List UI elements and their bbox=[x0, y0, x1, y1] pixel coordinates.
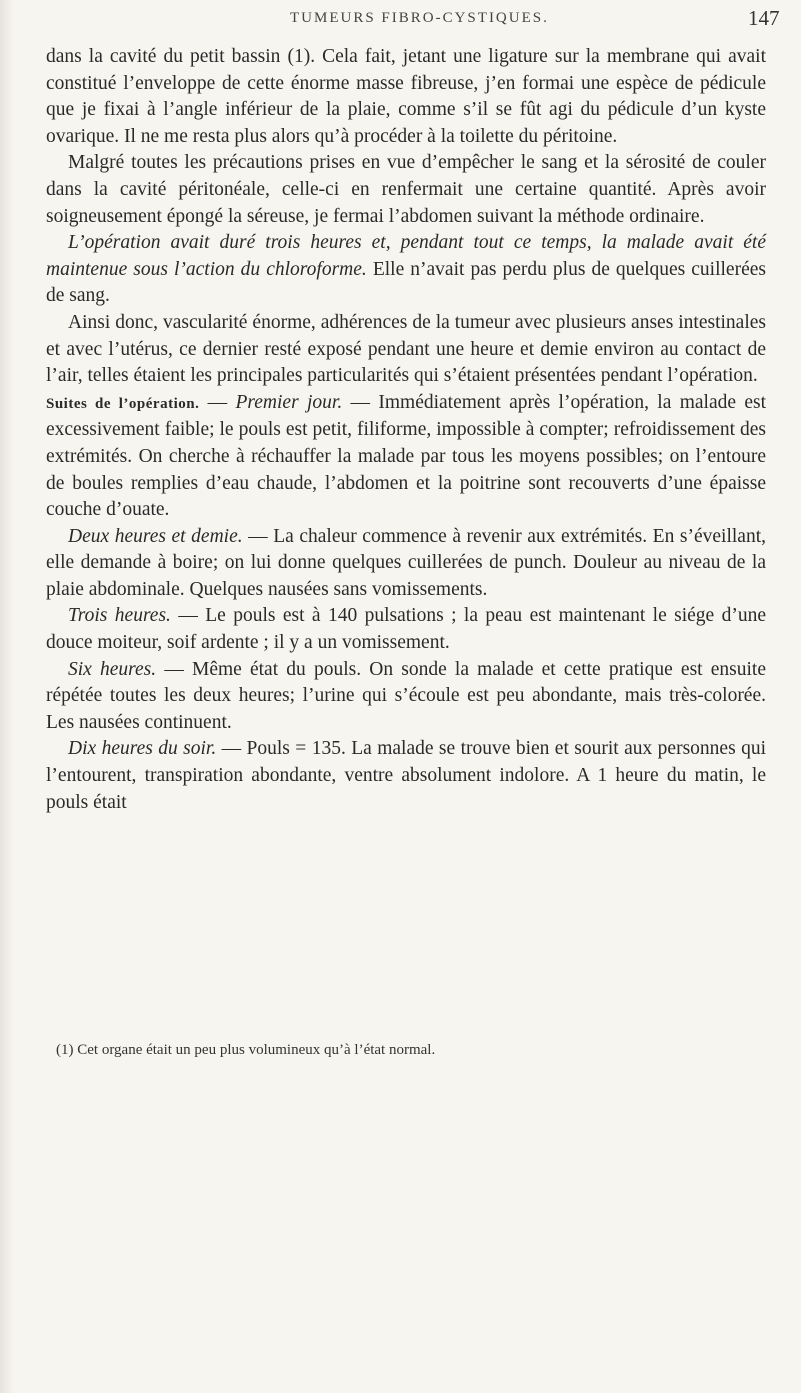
italic-phrase: Six heures. bbox=[68, 658, 157, 680]
italic-phrase: Deux heures et demie. bbox=[68, 525, 243, 547]
paragraph-text: — La chaleur commence à revenir aux extrémités. En s’éveillant, elle demande à boire; on lui donne quelques cuillerées de punch. Douleur au niveau de la plaie abdominale. Quelques nausées sans vomissements. bbox=[46, 525, 766, 600]
body-text bbox=[46, 44, 766, 816]
page-header bbox=[0, 6, 801, 38]
italic-phrase: L’opération avait duré trois heures et, pendant tout ce temps, la malade avait été maintenue sous l’action du chloroforme. bbox=[46, 232, 766, 280]
paragraph-text: Malgré toutes les précautions prises en vue d’empêcher le sang et la sérosité de couler dans la cavité péritonéale, celle-ci en renfermait une certaine quantité. Après avoir soigneusement épongé la séreuse, je fermai l’abdomen suivant la méthode ordinaire. bbox=[46, 152, 766, 227]
paragraph-precautions bbox=[46, 150, 766, 230]
paragraph-text: — Le pouls est à 140 pulsations ; la peau est maintenant le siége d’une douce moiteur, soif ardente ; il y a un vomissement. bbox=[46, 605, 766, 654]
paragraph-text: — Immédiatement après l’opération, la malade est excessivement faible; le pouls est petit, filiforme, impossible à compter; refroidissement des extrémités. On cherche à réchauffer la malade par tous les moyens possibles; on l’entoure de boules remplies d’eau chaude, l’abdomen et la poitrine sont recouverts d’une épaisse couche d’ouate. bbox=[46, 391, 766, 521]
paragraph-text: dans la cavité du petit bassin (1). Cela fait, jetant une ligature sur la membrane qui avait constitué l’enveloppe de cette énorme masse fibreuse, j’en formai une espèce de pédicule que je fixai à l’angle inférieur de la plaie, comme s’il se fût agi du pédicule d’un kyste ovarique. Il ne me resta plus alors qu’à procéder à la toilette du péritoine. bbox=[46, 46, 766, 147]
paragraph-text: Ainsi donc, vascularité énorme, adhérences de la tumeur avec plusieurs anses intestinales et avec l’utérus, ce dernier resté exposé pendant une heure et demie environ au contact de l’air, telles étaient les principales particularités qui s’étaient présentées pendant l’opération. bbox=[46, 311, 766, 387]
paragraph-summary bbox=[46, 310, 766, 390]
paragraph-text: — Pouls = 135. La malade se trouve bien et sourit aux personnes qui l’entourent, transpiration abondante, ventre absolument indolore. A 1 heure du matin, le pouls était bbox=[46, 738, 766, 813]
running-head: TUMEURS FIBRO-CYSTIQUES. bbox=[290, 10, 549, 26]
paragraph-text: Elle n’avait pas perdu plus de quelques cuillerées de sang. bbox=[46, 258, 766, 307]
paragraph-suites bbox=[46, 390, 766, 524]
paragraph-two-hours bbox=[46, 524, 766, 604]
paragraph-ten-hours bbox=[46, 736, 766, 816]
italic-phrase: Trois heures. bbox=[68, 605, 171, 627]
footnote: (1) Cet organe était un peu plus volumineux qu’à l’état normal. bbox=[56, 1042, 436, 1058]
page-number: 147 bbox=[748, 6, 780, 30]
paragraph-three-hours bbox=[46, 603, 766, 656]
page-binding-shadow bbox=[0, 0, 14, 1393]
heading-separator: — bbox=[199, 391, 236, 413]
section-heading: Suites de l’opération. bbox=[46, 395, 200, 412]
paragraph-duration bbox=[46, 230, 766, 310]
paragraph-continuation bbox=[46, 44, 766, 150]
paragraph-text: — Même état du pouls. On sonde la malade et cette pratique est ensuite répétée toutes les deux heures; l’urine qui s’écoule est peu abondante, mais très-colorée. Les nausées continuent. bbox=[46, 658, 766, 733]
italic-phrase: Dix heures du soir. bbox=[68, 738, 217, 760]
italic-phrase: Premier jour. bbox=[235, 391, 343, 413]
paragraph-six-hours bbox=[46, 657, 766, 737]
